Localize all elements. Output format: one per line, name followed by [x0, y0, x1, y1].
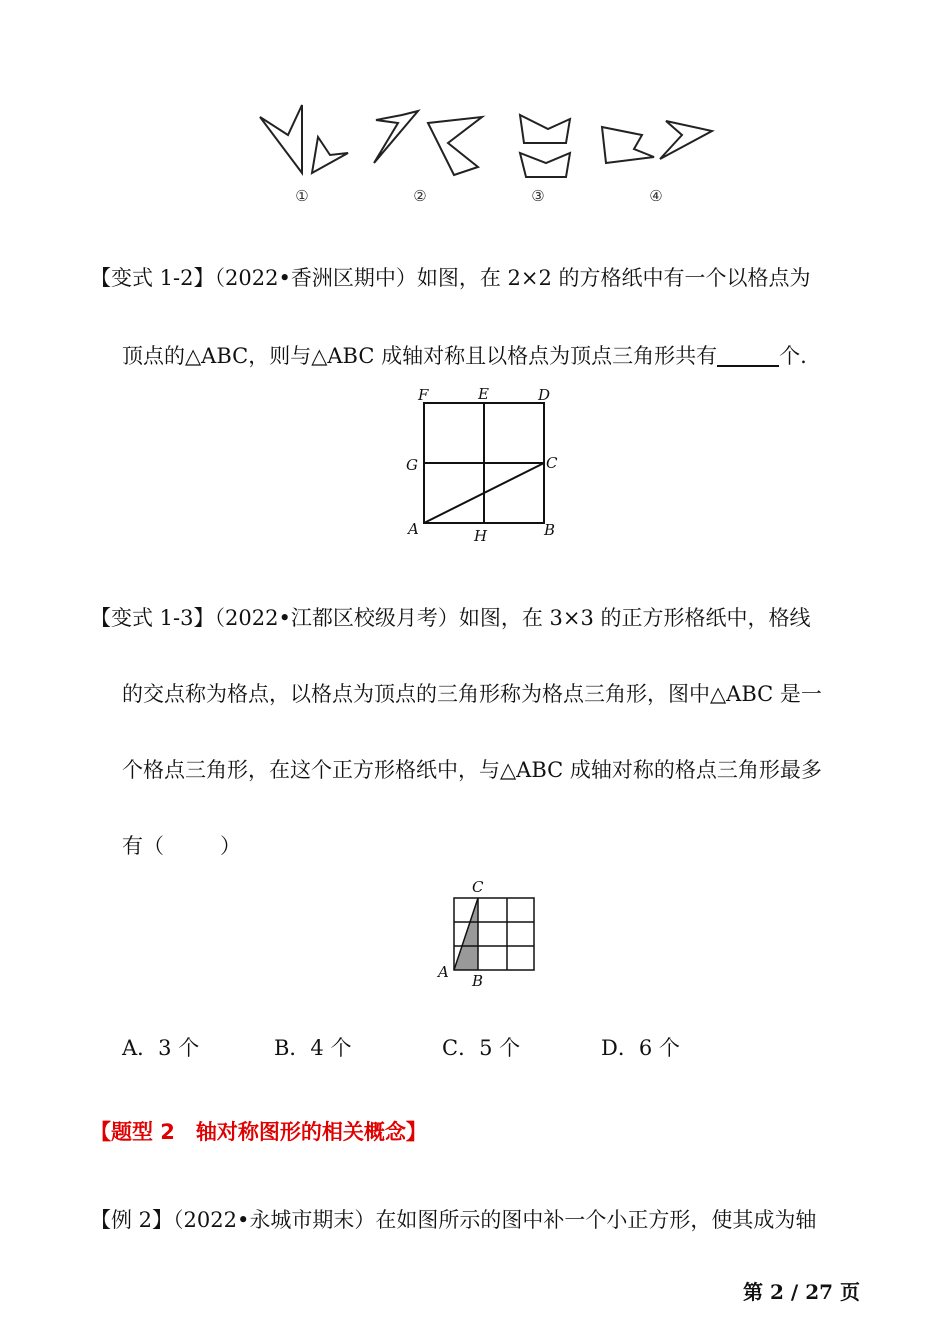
shape-pairs-figure: [250, 95, 730, 210]
footer-suffix: 页: [840, 1280, 860, 1304]
label-e: E: [478, 385, 489, 403]
variant-1-2-line-1-text: （2022•香洲区期中）如图，在 2×2 的方格纸中有一个以格点为: [214, 266, 811, 290]
shape-label-4: ④: [649, 187, 663, 205]
shape-label-3: ③: [531, 187, 545, 205]
shape-4-right: [660, 121, 712, 159]
label-f: F: [418, 386, 429, 404]
option-b[interactable]: B．4 个: [274, 1036, 352, 1060]
label-b-3x3: B: [472, 972, 484, 990]
label-a-3x3: A: [438, 963, 449, 981]
answer-paren-close: ）: [220, 834, 241, 858]
shape-label-1: ①: [295, 187, 309, 205]
shape-label-2: ②: [413, 187, 427, 205]
shape-4-left: [602, 127, 654, 163]
variant-1-2-tag: 【变式 1-2】: [90, 266, 215, 290]
shape-3-bottom: [520, 153, 570, 177]
example-2-line-1: [90, 1206, 816, 1234]
variant-1-3-line-1: [90, 604, 811, 632]
shape-2-right: [428, 117, 482, 175]
label-h: H: [474, 527, 488, 545]
label-c: C: [546, 454, 558, 472]
page-footer: [743, 1276, 860, 1305]
variant-1-3-line-3: 个格点三角形，在这个正方形格纸中，与△ABC 成轴对称的格点三角形最多: [122, 758, 822, 782]
variant-1-3-line-2: 的交点称为格点，以格点为顶点的三角形称为格点三角形，图中△ABC 是一: [122, 682, 822, 706]
variant-1-3-line-1-text: （2022•江都区校级月考）如图，在 3×3 的正方形格纸中，格线: [214, 606, 811, 630]
label-g: G: [406, 456, 418, 474]
footer-total-pages: 27: [805, 1280, 834, 1304]
footer-prefix: 第: [743, 1280, 764, 1304]
shape-3-top: [520, 115, 570, 143]
label-b: B: [544, 521, 556, 539]
label-a: A: [408, 520, 419, 538]
variant-1-3-tag: 【变式 1-3】: [90, 606, 215, 630]
label-c-3x3: C: [472, 878, 484, 896]
variant-1-2-line-2-text: 顶点的△ABC，则与△ABC 成轴对称且以格点为顶点三角形共有: [122, 344, 718, 368]
answer-paren-open: 有（: [122, 834, 164, 858]
label-d: D: [538, 386, 551, 404]
variant-1-3-line-4: [122, 832, 241, 860]
shape-1-left: [260, 105, 302, 173]
option-c[interactable]: C．5 个: [442, 1036, 521, 1060]
shape-1-right: [312, 137, 348, 173]
grid-2x2-figure: [400, 384, 580, 546]
shape-2-left: [374, 111, 418, 163]
footer-separator: /: [790, 1280, 799, 1304]
section-heading: 【题型 2 轴对称图形的相关概念】: [90, 1120, 427, 1144]
option-a[interactable]: A．3 个: [122, 1036, 200, 1060]
variant-1-2-line-2: [122, 342, 807, 370]
option-d[interactable]: D．6 个: [601, 1036, 680, 1060]
grid-3x3-figure: [430, 876, 550, 992]
example-2-tag: 【例 2】: [90, 1208, 174, 1232]
answer-blank: [717, 345, 779, 367]
footer-current-page: 2: [770, 1280, 784, 1304]
variant-1-2-line-1: [90, 264, 811, 292]
example-2-line-1-text: （2022•永城市期末）在如图所示的图中补一个小正方形，使其成为轴: [173, 1208, 817, 1232]
variant-1-2-line-2-end: 个.: [779, 344, 807, 368]
